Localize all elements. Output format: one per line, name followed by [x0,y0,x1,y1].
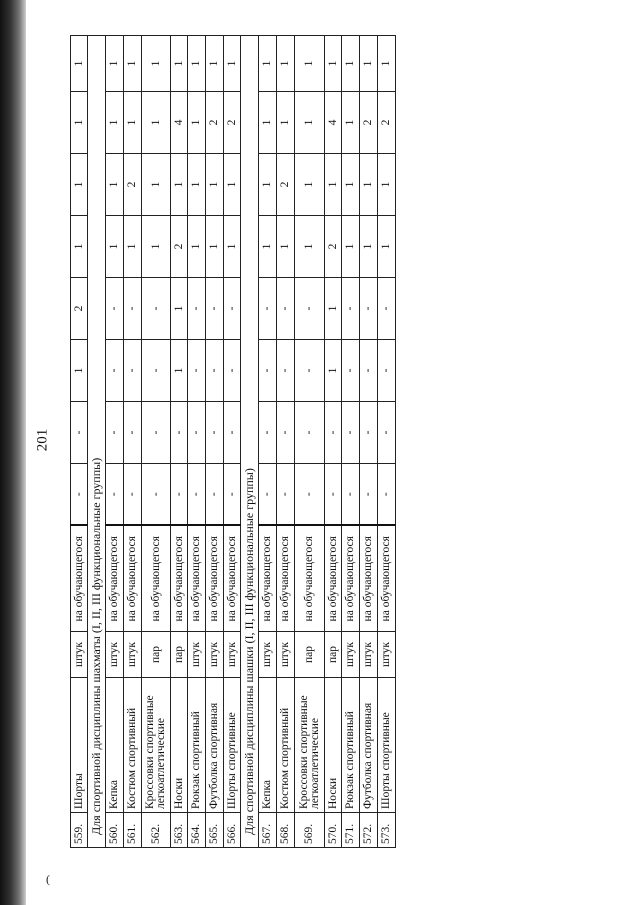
item-name: Костюм спортивный [124,678,142,813]
calc-unit-cell: на обучающегося [378,526,396,632]
table-row [325,36,342,848]
qty-cell: 1 [71,340,88,402]
row-number: 564. [188,813,206,848]
qty-cell: 1 [224,154,241,216]
qty-cell: 1 [378,154,396,216]
qty-cell: - [360,278,378,340]
qty-cell: 1 [142,216,171,278]
qty-cell: - [259,402,277,464]
unit-cell: штук [106,632,124,678]
qty-cell: 1 [360,154,378,216]
item-name: Кроссовки спортивные легкоатлетические [295,678,325,813]
section-title: Для спортивной дисциплины шашки (I, II, III функциональные группы) [241,36,259,848]
qty-cell: 1 [295,154,325,216]
qty-cell: - [378,278,396,340]
table-row [378,36,396,848]
calc-unit-cell: на обучающегося [106,526,124,632]
row-number: 561. [124,813,142,848]
item-name: Футболка спортивная [360,678,378,813]
qty-cell: 1 [295,92,325,154]
qty-cell: 1 [206,154,224,216]
qty-cell: 1 [259,36,277,92]
qty-cell: - [142,402,171,464]
section-title: Для спортивной дисциплины шахматы (I, II, III функциональные группы) [88,36,106,848]
qty-cell: - [171,464,188,526]
qty-cell: 1 [171,278,188,340]
calc-unit-cell: на обучающегося [206,526,224,632]
calc-unit-cell: на обучающегося [277,526,295,632]
qty-cell: 1 [142,154,171,216]
page-number: 201 [34,428,51,452]
calc-unit-cell: на обучающегося [188,526,206,632]
qty-cell: 1 [188,92,206,154]
qty-cell: - [325,402,342,464]
table-viewport [70,36,390,848]
table-row [360,36,378,848]
qty-cell: 2 [71,278,88,340]
qty-cell: - [106,278,124,340]
table-body [71,36,396,848]
qty-cell: 1 [188,154,206,216]
qty-cell: - [360,464,378,526]
qty-cell: 1 [378,216,396,278]
calc-unit-cell: на обучающегося [360,526,378,632]
qty-cell: - [378,340,396,402]
table-row [171,36,188,848]
qty-cell: 2 [224,92,241,154]
table-row [188,36,206,848]
table-row [342,36,360,848]
qty-cell: - [206,402,224,464]
qty-cell: 1 [124,216,142,278]
table-row [206,36,224,848]
qty-cell: - [206,340,224,402]
unit-cell: штук [259,632,277,678]
unit-cell: штук [206,632,224,678]
qty-cell: - [224,278,241,340]
qty-cell: - [188,278,206,340]
unit-cell: штук [277,632,295,678]
unit-cell: штук [378,632,396,678]
calc-unit-cell: на обучающегося [224,526,241,632]
rotated-page [70,36,390,848]
item-name: Костюм спортивный [277,678,295,813]
calc-unit-cell: на обучающегося [142,526,171,632]
qty-cell: 1 [106,154,124,216]
qty-cell: 1 [124,36,142,92]
qty-cell: - [206,278,224,340]
qty-cell: 1 [106,216,124,278]
table-row [259,36,277,848]
qty-cell: 1 [206,216,224,278]
qty-cell: 1 [71,36,88,92]
qty-cell: 1 [325,340,342,402]
qty-cell: - [106,464,124,526]
qty-cell: 4 [325,92,342,154]
qty-cell: - [206,464,224,526]
qty-cell: 2 [171,216,188,278]
qty-cell: 1 [360,216,378,278]
qty-cell: 1 [325,154,342,216]
qty-cell: - [71,464,88,526]
qty-cell: 1 [124,92,142,154]
item-name: Футболка спортивная [206,678,224,813]
qty-cell: 1 [71,154,88,216]
qty-cell: - [277,402,295,464]
qty-cell: 2 [277,154,295,216]
section-row [88,36,106,848]
item-name: Носки [325,678,342,813]
row-number: 573. [378,813,396,848]
qty-cell: - [124,402,142,464]
row-number: 572. [360,813,378,848]
qty-cell: - [106,402,124,464]
qty-cell: 1 [171,36,188,92]
qty-cell: 2 [378,92,396,154]
item-name: Шорты [71,678,88,813]
qty-cell: - [71,402,88,464]
table-row [71,36,88,848]
row-number: 566. [224,813,241,848]
qty-cell: 1 [188,216,206,278]
qty-cell: 1 [295,36,325,92]
row-number: 559. [71,813,88,848]
qty-cell: - [106,340,124,402]
item-name: Кепка [259,678,277,813]
qty-cell: 2 [360,92,378,154]
row-number: 570. [325,813,342,848]
qty-cell: 1 [342,216,360,278]
qty-cell: - [142,340,171,402]
scan-left-edge [0,0,26,905]
qty-cell: 1 [342,154,360,216]
unit-cell: штук [342,632,360,678]
item-name: Шорты спортивные [224,678,241,813]
item-name: Кроссовки спортивные легкоатлетические [142,678,171,813]
qty-cell: - [124,464,142,526]
equipment-table [70,35,396,848]
qty-cell: 1 [342,92,360,154]
qty-cell: - [224,402,241,464]
qty-cell: - [188,402,206,464]
qty-cell: 1 [342,36,360,92]
qty-cell: - [295,278,325,340]
qty-cell: - [142,464,171,526]
row-number: 568. [277,813,295,848]
calc-unit-cell: на обучающегося [259,526,277,632]
item-name: Шорты спортивные [378,678,396,813]
unit-cell: пар [171,632,188,678]
row-number: 563. [171,813,188,848]
qty-cell: - [124,278,142,340]
calc-unit-cell: на обучающегося [71,526,88,632]
qty-cell: - [360,340,378,402]
qty-cell: 1 [360,36,378,92]
qty-cell: 1 [171,154,188,216]
table-row [295,36,325,848]
table-row [224,36,241,848]
qty-cell: 1 [378,36,396,92]
qty-cell: - [171,402,188,464]
qty-cell: - [378,402,396,464]
unit-cell: штук [188,632,206,678]
row-number: 569. [295,813,325,848]
qty-cell: - [378,464,396,526]
row-number: 565. [206,813,224,848]
calc-unit-cell: на обучающегося [342,526,360,632]
item-name: Кепка [106,678,124,813]
unit-cell: штук [360,632,378,678]
qty-cell: 4 [171,92,188,154]
qty-cell: - [342,402,360,464]
calc-unit-cell: на обучающегося [295,526,325,632]
unit-cell: пар [295,632,325,678]
qty-cell: - [342,464,360,526]
qty-cell: - [224,464,241,526]
calc-unit-cell: на обучающегося [124,526,142,632]
unit-cell: штук [71,632,88,678]
calc-unit-cell: на обучающегося [325,526,342,632]
row-number: 571. [342,813,360,848]
qty-cell: 1 [259,154,277,216]
qty-cell: 2 [325,216,342,278]
qty-cell: - [295,402,325,464]
calc-unit-cell: на обучающегося [171,526,188,632]
qty-cell: - [188,340,206,402]
qty-cell: - [277,340,295,402]
qty-cell: - [295,464,325,526]
qty-cell: 1 [277,36,295,92]
table-row [106,36,124,848]
qty-cell: 1 [325,36,342,92]
qty-cell: - [360,402,378,464]
qty-cell: - [342,340,360,402]
qty-cell: 1 [142,92,171,154]
unit-cell: штук [224,632,241,678]
qty-cell: - [325,464,342,526]
qty-cell: 1 [206,36,224,92]
bottom-mark: ( [46,872,50,886]
qty-cell: 1 [106,92,124,154]
unit-cell: пар [325,632,342,678]
qty-cell: - [259,340,277,402]
qty-cell: - [295,340,325,402]
item-name: Рюкзак спортивный [188,678,206,813]
qty-cell: 1 [71,92,88,154]
qty-cell: - [188,464,206,526]
qty-cell: 1 [325,278,342,340]
row-number: 562. [142,813,171,848]
unit-cell: пар [142,632,171,678]
qty-cell: 1 [259,216,277,278]
qty-cell: - [342,278,360,340]
qty-cell: 1 [259,92,277,154]
section-row [241,36,259,848]
qty-cell: - [259,464,277,526]
qty-cell: 1 [295,216,325,278]
qty-cell: - [142,278,171,340]
table-row [142,36,171,848]
qty-cell: 1 [171,340,188,402]
row-number: 567. [259,813,277,848]
qty-cell: - [224,340,241,402]
qty-cell: 1 [188,36,206,92]
qty-cell: 1 [71,216,88,278]
qty-cell: - [277,278,295,340]
table-row [124,36,142,848]
qty-cell: 1 [224,36,241,92]
qty-cell: 1 [277,92,295,154]
qty-cell: 1 [224,216,241,278]
unit-cell: штук [124,632,142,678]
item-name: Носки [171,678,188,813]
qty-cell: 1 [142,36,171,92]
qty-cell: 2 [206,92,224,154]
qty-cell: - [277,464,295,526]
table-row [277,36,295,848]
qty-cell: 2 [124,154,142,216]
qty-cell: 1 [106,36,124,92]
row-number: 560. [106,813,124,848]
item-name: Рюкзак спортивный [342,678,360,813]
qty-cell: - [259,278,277,340]
qty-cell: 1 [277,216,295,278]
qty-cell: - [124,340,142,402]
